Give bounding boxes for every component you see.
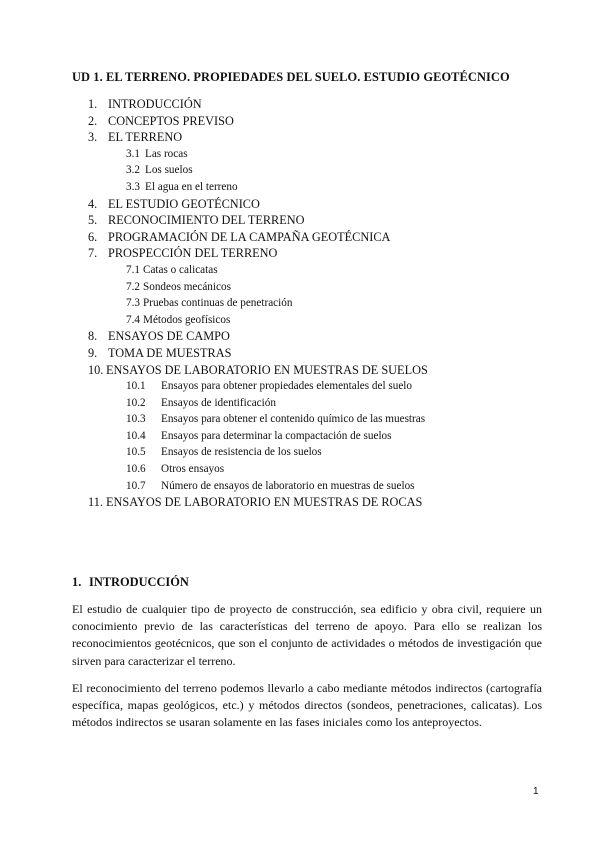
toc-number: 10.3: [126, 413, 146, 426]
toc-text: Ensayos para obtener propiedades elementales del suelo: [161, 380, 413, 393]
toc-item: [0, 196, 600, 213]
toc-subitem: [0, 411, 600, 428]
toc-number: 11.: [88, 495, 103, 510]
toc-text: Catas o calicatas: [143, 263, 218, 276]
toc-subitem: [0, 444, 600, 461]
toc-text: PROSPECCIÓN DEL TERRENO: [108, 246, 278, 261]
toc-item: [0, 229, 600, 246]
toc-number: 3.1: [126, 147, 140, 160]
body-paragraph: El estudio de cualquier tipo de proyecto de construcción, sea edificio y obra civil, requiere un conocimiento previo de las características del terreno de apoyo. Para ello se realizan los reconocimientos geotécnicos, que son el conjunto de actividades o métodos de investigación que sirven para caracterizar el terreno.: [72, 602, 542, 668]
document-title: UD 1. EL TERRENO. PROPIEDADES DEL SUELO. ESTUDIO GEOTÉCNICO: [72, 70, 510, 84]
toc-text: Ensayos de identificación: [161, 396, 276, 409]
toc-number: 7.2: [126, 280, 140, 293]
toc-text: ENSAYOS DE LABORATORIO EN MUESTRAS DE SUELOS: [106, 362, 428, 377]
toc-text: PROGRAMACIÓN DE LA CAMPAÑA GEOTÉCNICA: [108, 229, 391, 244]
toc-subitem: [0, 262, 600, 279]
toc-text: EL TERRENO: [108, 130, 183, 145]
toc-subitem: [0, 279, 600, 296]
toc-text: Ensayos para determinar la compactación de suelos: [161, 429, 392, 442]
toc-item: [0, 494, 600, 511]
toc-text: ENSAYOS DE CAMPO: [108, 329, 230, 344]
toc-number: 7.: [88, 246, 98, 261]
toc-text: Número de ensayos de laboratorio en muestras de suelos: [161, 479, 415, 492]
toc-item: [0, 129, 600, 146]
toc-number: 2.: [88, 113, 98, 128]
toc-text: Métodos geofísicos: [143, 313, 231, 326]
toc-subitem: [0, 395, 600, 412]
toc-subitem: [0, 162, 600, 179]
toc-number: 5.: [88, 213, 98, 228]
toc-text: Ensayos de resistencia de los suelos: [161, 446, 322, 459]
toc-subitem: [0, 428, 600, 445]
table-of-contents: [0, 96, 600, 511]
toc-text: Los suelos: [145, 164, 193, 177]
toc-text: RECONOCIMIENTO DEL TERRENO: [108, 213, 305, 228]
toc-subitem: [0, 146, 600, 163]
toc-text: Otros ensayos: [161, 463, 225, 476]
toc-number: 3.3: [126, 180, 140, 193]
toc-number: 7.4: [126, 313, 140, 326]
toc-subitem: [0, 461, 600, 478]
toc-text: TOMA DE MUESTRAS: [108, 345, 232, 360]
toc-number: 6.: [88, 229, 98, 244]
toc-item: [0, 96, 600, 113]
toc-subitem: [0, 295, 600, 312]
toc-number: 10.4: [126, 429, 146, 442]
toc-number: 7.1: [126, 263, 140, 276]
toc-number: 9.: [88, 345, 98, 360]
toc-text: Las rocas: [145, 147, 188, 160]
toc-number: 10.2: [126, 396, 146, 409]
toc-number: 10.1: [126, 380, 146, 393]
page-number: 1: [533, 786, 539, 797]
toc-text: EL ESTUDIO GEOTÉCNICO: [108, 196, 260, 211]
toc-text: El agua en el terreno: [145, 180, 238, 193]
toc-number: 3.2: [126, 164, 140, 177]
section-heading: [72, 575, 189, 590]
toc-number: 10.: [88, 362, 104, 377]
toc-item: [0, 345, 600, 362]
toc-item: [0, 113, 600, 130]
toc-item: [0, 362, 600, 379]
toc-subitem: [0, 312, 600, 329]
toc-number: 8.: [88, 329, 98, 344]
toc-number: 10.5: [126, 446, 146, 459]
toc-item: [0, 245, 600, 262]
toc-subitem: [0, 179, 600, 196]
toc-text: Ensayos para obtener el contenido químico de las muestras: [161, 413, 426, 426]
toc-item: [0, 212, 600, 229]
toc-subitem: [0, 478, 600, 495]
toc-subitem: [0, 378, 600, 395]
section-number: 1.: [72, 575, 82, 589]
body-paragraph: El reconocimiento del terreno podemos llevarlo a cabo mediante métodos indirectos (cartografía específica, mapas geológicos, etc.) y métodos directos (sondeos, penetraciones, calicatas). Los métodos indirectos se usaran solamente en las fases iniciales como los anteproyectos.: [72, 681, 542, 730]
toc-text: INTRODUCCIÓN: [108, 97, 202, 111]
toc-number: 3.: [88, 130, 98, 145]
toc-number: 7.3: [126, 297, 140, 310]
toc-item: [0, 328, 600, 345]
toc-number: 10.7: [126, 479, 146, 492]
section-title: INTRODUCCIÓN: [89, 575, 189, 589]
toc-number: 4.: [88, 196, 98, 211]
toc-text: ENSAYOS DE LABORATORIO EN MUESTRAS DE ROCAS: [106, 495, 423, 510]
toc-text: Sondeos mecánicos: [143, 280, 231, 293]
toc-text: Pruebas continuas de penetración: [143, 297, 293, 310]
toc-number: 10.6: [126, 463, 146, 476]
toc-text: CONCEPTOS PREVISO: [108, 113, 234, 128]
toc-number: 1.: [88, 97, 98, 111]
